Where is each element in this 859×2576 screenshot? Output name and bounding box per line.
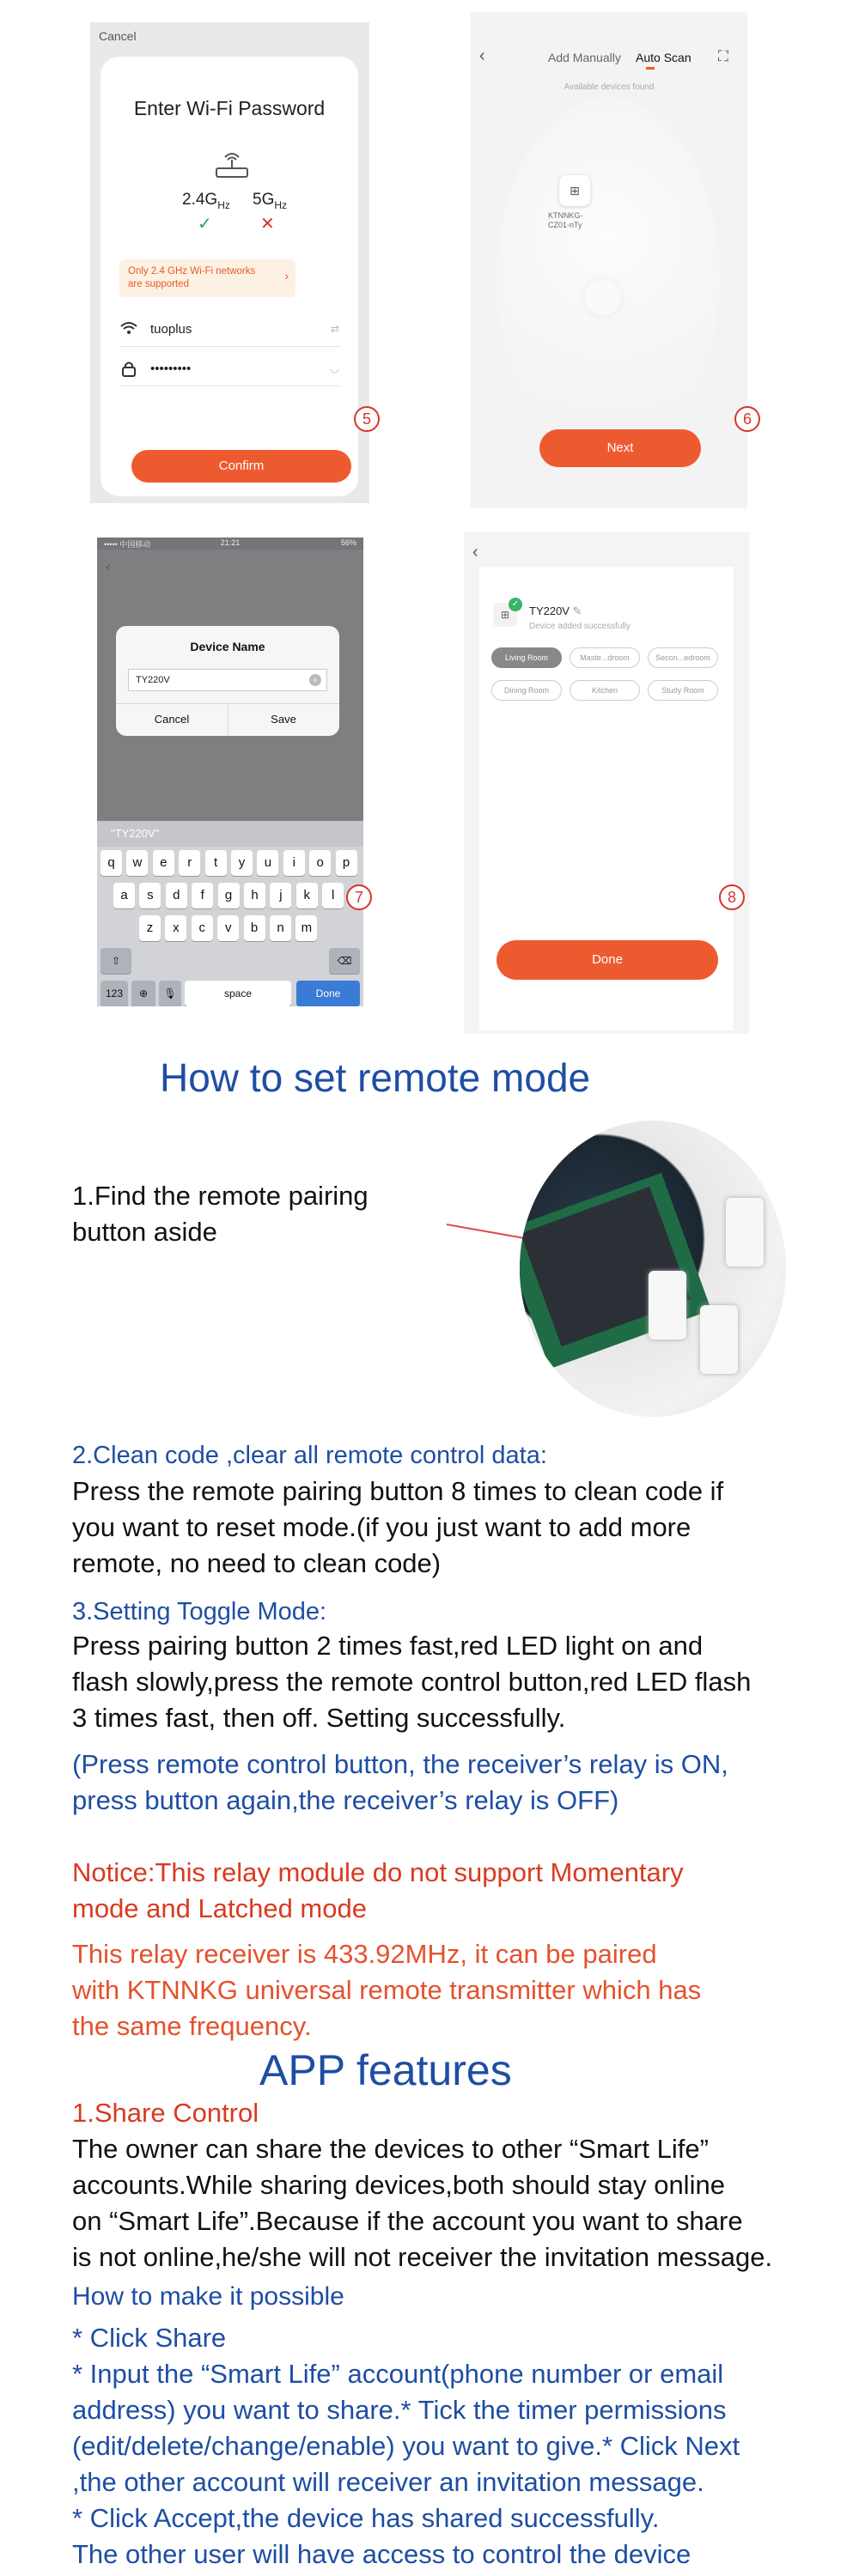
frequency-text: This relay receiver is 433.92MHz, it can be paired with KTNNKG universal remote transmitter which has the same frequency. (72, 1939, 702, 2041)
key-u[interactable]: u (257, 850, 278, 876)
key-c[interactable]: c (192, 915, 213, 941)
mount-clip (649, 1271, 686, 1340)
clear-icon[interactable]: × (309, 674, 321, 686)
tab-add-manually[interactable]: Add Manually (548, 51, 621, 64)
share-description: The owner can share the devices to other “Smart Life” accounts.While sharing devices,both should stay online on “Smart Life”.Because if the account you want to share is not online,he/she will not receiver the invitation message. (72, 2134, 773, 2272)
share-steps: * Click Share * Input the “Smart Life” account(phone number or email address) you want to share.* Tick the timer permissions (edit/delete/change/enable) you want to give.* Click Next ,the other account will receiver an invitation message. * Click Accept,the device has shared successfully. The other user will have access to control the device (72, 2323, 740, 2569)
password-value: ••••••••• (150, 361, 192, 376)
step-number: 6 (734, 406, 760, 432)
shift-icon[interactable]: ⇧ (101, 948, 131, 974)
key-m[interactable]: m (295, 915, 317, 941)
status-bar: ••••• 中国移动 21:21 56% (97, 538, 363, 550)
auto-scan-screen (471, 12, 747, 508)
edit-icon[interactable]: ✎ (572, 605, 582, 617)
cancel-link[interactable]: Cancel (99, 29, 137, 43)
scan-status: Available devices found (564, 82, 655, 92)
found-device-label: KTNNKG- CZ01-nTy (548, 211, 583, 229)
pairing-button-photo (520, 1121, 786, 1417)
app-features-heading: APP features (259, 2046, 512, 2094)
key-j[interactable]: j (270, 883, 291, 908)
key-z[interactable]: z (139, 915, 161, 941)
step2-body: Press the remote pairing button 8 times to clean code if you want to reset mode.(if you just want to add more remote, no need to clean code) (72, 1476, 724, 1578)
step3-title: 3.Setting Toggle Mode: (72, 1598, 327, 1625)
mount-clip (700, 1305, 738, 1374)
share-control-title: 1.Share Control (72, 2098, 259, 2128)
chevron-right-icon: › (284, 269, 289, 283)
keyboard-suggestion[interactable]: "TY220V" (97, 821, 363, 847)
key-x[interactable]: x (165, 915, 186, 941)
device-name-input[interactable]: TY220V × (128, 669, 327, 691)
cancel-button[interactable]: Cancel (154, 713, 190, 726)
step2-title: 2.Clean code ,clear all remote control data: (72, 1442, 547, 1469)
radar-background (497, 98, 720, 459)
key-p[interactable]: p (336, 850, 357, 876)
device-name-screen (97, 538, 363, 1006)
step-number: 5 (354, 406, 380, 432)
plug-icon: ⊞ (493, 603, 517, 627)
globe-icon[interactable]: ⊕ (131, 981, 155, 1006)
key-s[interactable]: s (139, 883, 161, 908)
network-notice[interactable]: Only 2.4 GHz Wi-Fi networks are supported › (119, 259, 295, 297)
remote-mode-heading: How to set remote mode (160, 1055, 591, 1100)
keyboard (97, 847, 363, 1006)
mount-clip (726, 1198, 764, 1267)
tab-auto-scan[interactable]: Auto Scan (636, 51, 691, 64)
back-icon[interactable]: ‹ (479, 46, 485, 65)
check-icon: ✓ (509, 598, 522, 611)
lock-icon (119, 359, 138, 378)
check-icon: ✓ (198, 215, 212, 234)
device-name: TY220V ✎ (529, 605, 582, 617)
key-space[interactable]: space (185, 981, 291, 1006)
key-123[interactable]: 123 (101, 981, 128, 1006)
wifi-icon (119, 319, 138, 338)
key-q[interactable]: q (101, 850, 122, 876)
cross-icon: ✕ (260, 215, 275, 234)
key-v[interactable]: v (217, 915, 239, 941)
key-o[interactable]: o (309, 850, 331, 876)
band-5ghz: $5G_{Hz}$ (253, 191, 288, 211)
band-24ghz: $2.4G_{Hz}$ (182, 191, 230, 211)
how-to-heading: How to make it possible (72, 2282, 344, 2311)
mic-icon[interactable]: 🎙 (159, 981, 181, 1006)
password-field[interactable] (119, 354, 341, 386)
room-chip-master-bedroom[interactable]: Maste...droom (570, 647, 640, 668)
key-e[interactable]: e (153, 850, 174, 876)
step3-body: Press pairing button 2 times fast,red LED light on and flash slowly,press the remote control button,red LED flash 3 times fast, then off. Setting successfully. (72, 1631, 752, 1733)
room-chip-study-room[interactable]: Study Room (648, 680, 718, 701)
ssid-field[interactable] (119, 314, 341, 347)
room-chip-dining-room[interactable]: Dining Room (491, 680, 562, 701)
key-done[interactable]: Done (296, 981, 360, 1006)
step-number: 7 (346, 884, 372, 910)
relay-toggle-note: (Press remote control button, the receiver’s relay is ON, press button again,the receiver’s relay is OFF) (72, 1749, 728, 1815)
dialog-title: Device Name (190, 640, 265, 653)
back-icon[interactable]: ‹ (472, 543, 478, 562)
key-h[interactable]: h (244, 883, 265, 908)
done-button[interactable]: Done (497, 940, 718, 980)
notice-text: Notice:This relay module do not support Momentary mode and Latched mode (72, 1857, 684, 1923)
wifi-card (101, 57, 358, 496)
next-button[interactable]: Next (539, 429, 701, 467)
key-b[interactable]: b (244, 915, 265, 941)
key-k[interactable]: k (296, 883, 318, 908)
key-r[interactable]: r (179, 850, 200, 876)
key-l[interactable]: l (322, 883, 344, 908)
confirm-button[interactable]: Confirm (131, 450, 351, 483)
ssid-value: tuoplus (150, 322, 192, 337)
key-a[interactable]: a (113, 883, 135, 908)
backspace-icon[interactable]: ⌫ (329, 948, 360, 974)
device-added-status: Device added successfully (529, 622, 631, 631)
save-button[interactable]: Save (271, 713, 296, 726)
plug-icon[interactable]: ⊞ (559, 175, 590, 206)
key-d[interactable]: d (166, 883, 187, 908)
step1-text: 1.Find the remote pairing button aside (72, 1181, 369, 1247)
wifi-password-screen (90, 22, 369, 503)
back-icon: ‹ (106, 560, 111, 574)
device-added-screen (464, 532, 749, 1034)
key-y[interactable]: y (231, 850, 253, 876)
key-t[interactable]: t (205, 850, 227, 876)
room-chip-second-bedroom[interactable]: Secon...edroom (648, 647, 718, 668)
room-chip-kitchen[interactable]: Kitchen (570, 680, 640, 701)
router-icon (214, 149, 250, 180)
key-i[interactable]: i (283, 850, 305, 876)
scan-icon[interactable]: ⛶ (718, 48, 728, 64)
room-chip-living-room[interactable]: Living Room (491, 647, 562, 668)
key-f[interactable]: f (192, 883, 213, 908)
active-tab-indicator (646, 67, 655, 70)
scan-center (585, 279, 621, 315)
page-title: Enter Wi-Fi Password (133, 97, 326, 119)
eye-icon[interactable]: ◡ (330, 362, 339, 374)
step-number: 8 (719, 884, 745, 910)
key-w[interactable]: w (126, 850, 148, 876)
switch-network-icon[interactable]: ⇄ (330, 323, 339, 335)
device-name-dialog (116, 626, 339, 736)
key-g[interactable]: g (218, 883, 240, 908)
key-n[interactable]: n (270, 915, 291, 941)
